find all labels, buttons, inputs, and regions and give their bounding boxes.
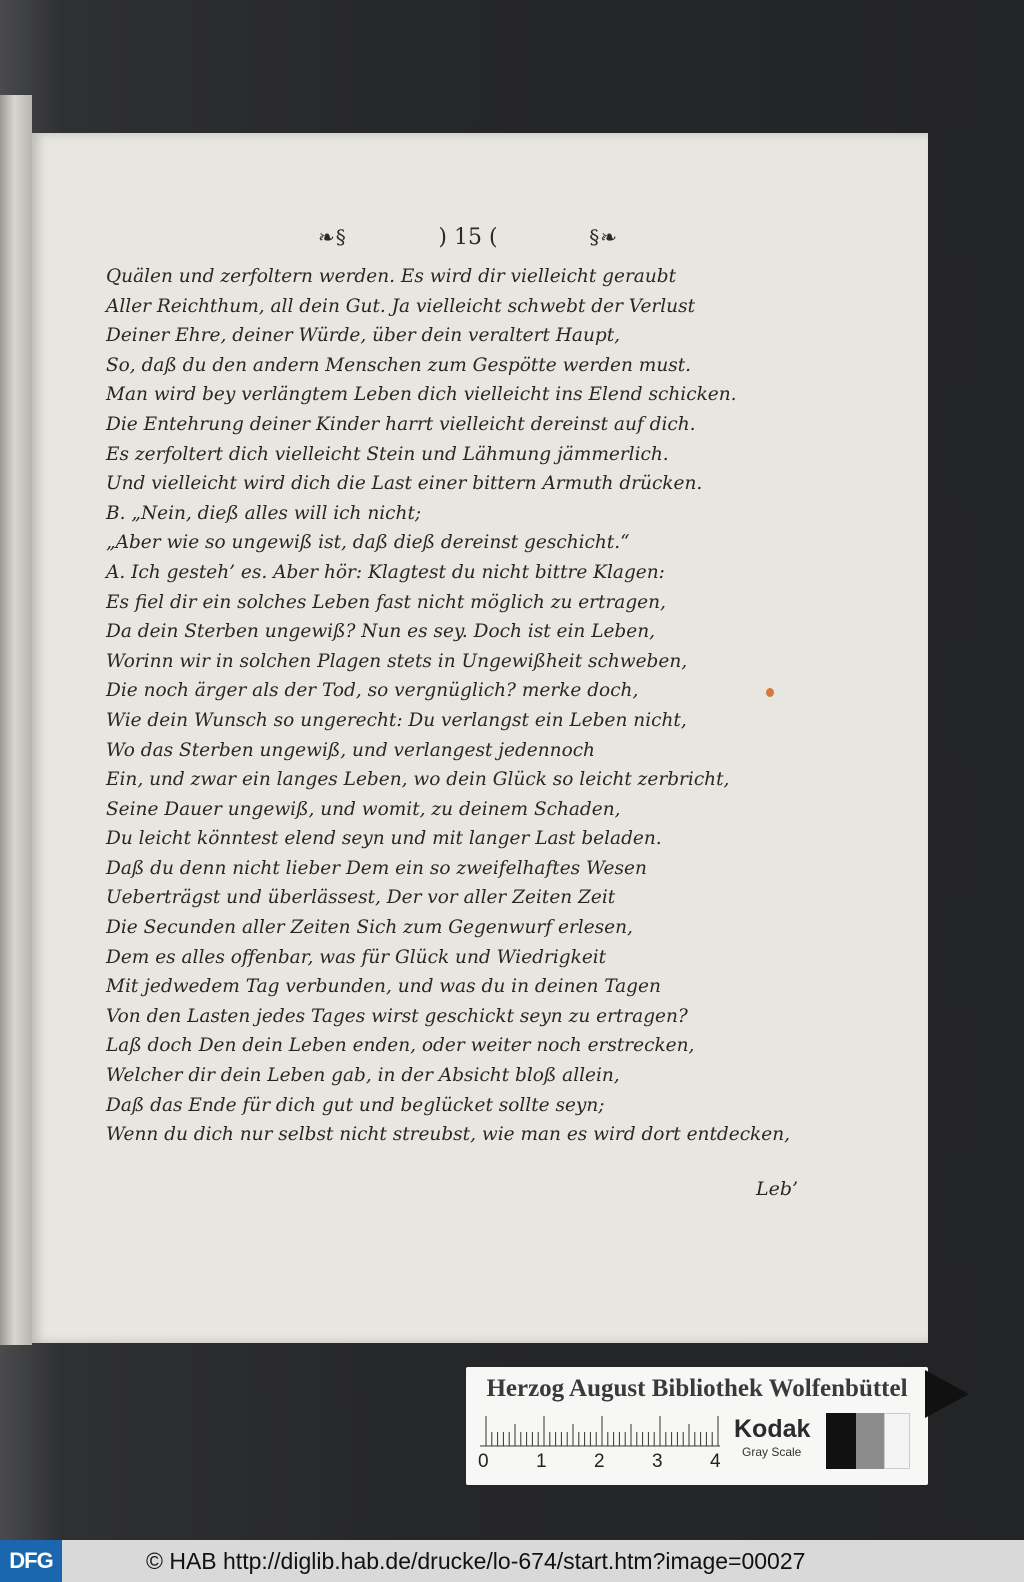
text-line: Wo das Sterben ungewiß, und verlangest jedennoch — [106, 739, 595, 761]
text-line: Es zerfoltert dich vielleicht Stein und Lähmung jämmerlich. — [106, 443, 669, 465]
text-line: Die noch ärger als der Tod, so vergnüglich? merke doch, — [106, 680, 639, 702]
swatch-black — [826, 1413, 856, 1469]
catchword: Leb’ — [756, 1178, 799, 1200]
ruler-scale — [480, 1413, 720, 1447]
text-line: Ueberträgst und überlässest, Der vor aller Zeiten Zeit — [106, 887, 616, 909]
text-line: Dem es alles offenbar, was für Glück und Wiedrigkeit — [106, 946, 607, 968]
text-line: Deiner Ehre, deiner Würde, über dein veraltert Haupt, — [106, 325, 621, 347]
ruler-number: 2 — [594, 1451, 605, 1472]
text-line: Quälen und zerfoltern werden. Es wird dir vielleicht geraubt — [106, 266, 677, 287]
ruler-number: 4 — [710, 1451, 721, 1472]
poem-text — [106, 262, 791, 1150]
text-line: A. Ich gesteh’ es. Aber hör: Klagtest du nicht bittre Klagen: — [106, 561, 665, 583]
text-line: Welcher dir dein Leben gab, in der Absicht bloß allein, — [106, 1065, 620, 1087]
text-line: Wie dein Wunsch so ungerecht: Du verlangst ein Leben nicht, — [106, 709, 687, 731]
dfg-logo: DFG — [0, 1540, 62, 1582]
gray-scale-label: Gray Scale — [742, 1445, 802, 1459]
text-line: Da dein Sterben ungewiß? Nun es sey. Doch ist ein Leben, — [106, 621, 656, 643]
text-line: Von den Lasten jedes Tages wirst geschickt seyn zu ertragen? — [106, 1005, 688, 1027]
ruler-numbers — [474, 1451, 734, 1475]
text-line: So, daß du den andern Menschen zum Gespötte werden must. — [106, 354, 692, 376]
text-line: Man wird bey verlängtem Leben dich vielleicht ins Elend schicken. — [106, 384, 737, 406]
text-line: Wenn du dich nur selbst nicht streubst, wie man es wird dort entdecken, — [106, 1124, 791, 1146]
left-ornament: ❧§ — [318, 225, 347, 249]
kodak-brand: Kodak — [734, 1415, 811, 1443]
paper-stain — [766, 688, 774, 697]
footer-bar — [0, 1540, 1024, 1582]
page-number: ) 15 ( — [438, 224, 498, 250]
text-line: Laß doch Den dein Leben enden, oder weiter noch erstrecken, — [106, 1035, 695, 1057]
text-line: Es fiel dir ein solches Leben fast nicht möglich zu ertragen, — [106, 591, 666, 613]
text-line: Du leicht könntest elend seyn und mit langer Last beladen. — [106, 828, 662, 850]
text-line: Ein, und zwar ein langes Leben, wo dein Glück so leicht zerbricht, — [106, 769, 730, 791]
text-line: Die Secunden aller Zeiten Sich zum Gegenwurf erlesen, — [106, 917, 633, 939]
text-line: Worinn wir in solchen Plagen stets in Ungewißheit schweben, — [106, 650, 688, 672]
text-line: Daß du denn nicht lieber Dem ein so zweifelhaftes Wesen — [106, 857, 647, 879]
text-line: Und vielleicht wird dich die Last einer bittern Armuth drücken. — [106, 473, 703, 495]
previous-page-edge — [0, 95, 32, 1345]
ruler-number: 0 — [478, 1451, 489, 1472]
ruler-number: 3 — [652, 1451, 663, 1472]
ruler-number: 1 — [536, 1451, 547, 1472]
right-ornament: §❧ — [589, 225, 618, 249]
text-line: „Aber wie so ungewiß ist, daß dieß dereinst geschicht.“ — [106, 532, 630, 554]
copyright-link[interactable]: © HAB http://diglib.hab.de/drucke/lo-674/start.htm?image=00027 — [146, 1548, 806, 1574]
text-line: B. „Nein, dieß alles will ich nicht; — [106, 502, 422, 524]
swatch-gray — [856, 1413, 884, 1469]
card-pointer-marker — [925, 1370, 969, 1418]
color-calibration-card — [466, 1367, 928, 1485]
text-line: Daß das Ende für dich gut und beglücket sollte seyn; — [106, 1094, 605, 1116]
running-head — [318, 222, 618, 252]
text-line: Die Entehrung deiner Kinder harrt vielleicht dereinst auf dich. — [106, 413, 696, 435]
text-line: Aller Reichthum, all dein Gut. Ja vielleicht schwebt der Verlust — [106, 295, 696, 317]
text-line: Seine Dauer ungewiß, und womit, zu deinem Schaden, — [106, 798, 621, 820]
swatch-white — [884, 1413, 910, 1469]
text-line: Mit jedwedem Tag verbunden, und was du in deinen Tagen — [106, 976, 661, 998]
library-name: Herzog August Bibliothek Wolfenbüttel — [486, 1375, 908, 1402]
